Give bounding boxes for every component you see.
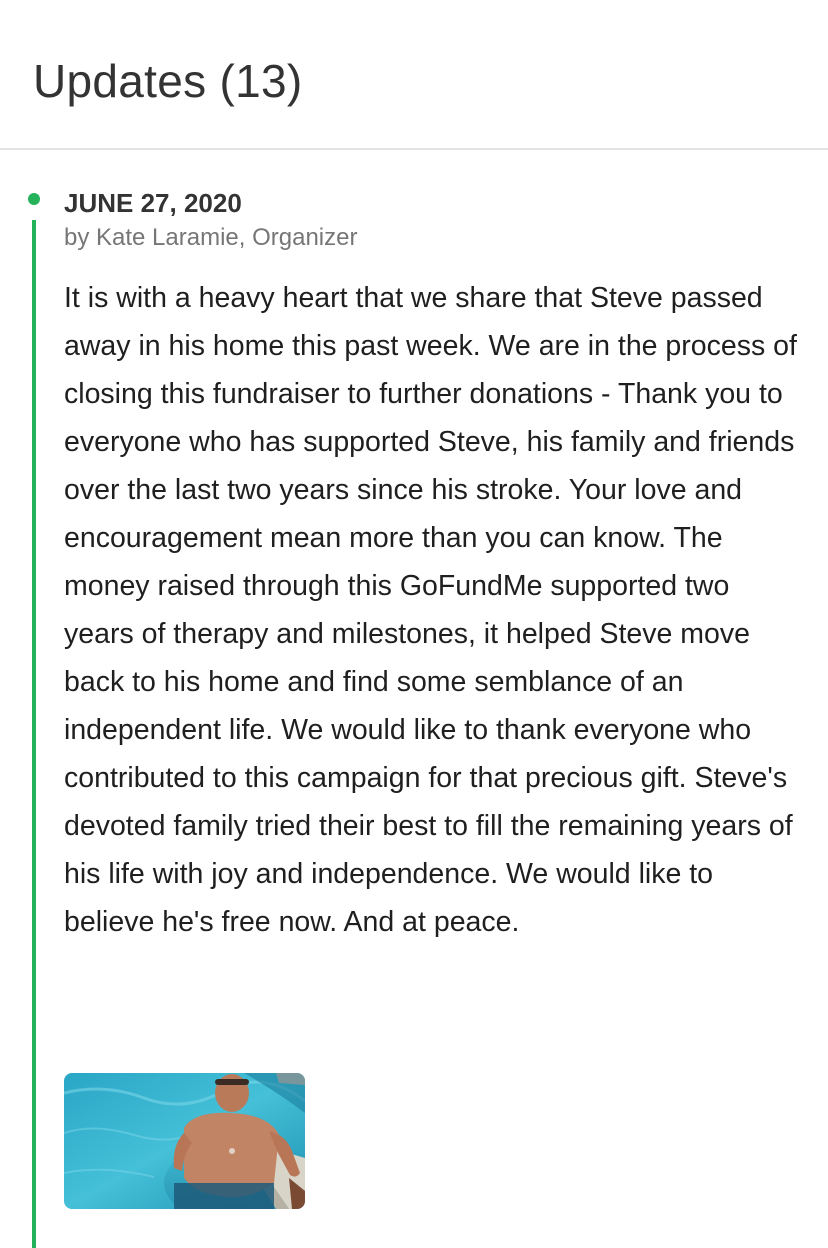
update-photo[interactable] xyxy=(64,1073,305,1209)
updates-header xyxy=(0,0,828,150)
photo-thumbnail-icon xyxy=(64,1073,305,1209)
timeline-line xyxy=(32,220,36,1248)
page-title: Updates (13) xyxy=(33,55,303,107)
update-body-text: It is with a heavy heart that we share that Steve passed away in his home this past week. We are in the process of closing this fundraiser to further donations - Thank you to everyone who has supported Steve, his family and friends over the last two years since his stroke. Your love and encouragement mean more than you can know. The money raised through this GoFundMe supported two years of therapy and milestones, it helped Steve move back to his home and find some semblance of an independent life. We would like to thank everyone who contributed to this campaign for that precious gift. Steve's devoted family tried their best to fill the remaining years of his life with joy and independence. We would like to believe he's free now. And at peace. xyxy=(64,282,797,938)
timeline-dot xyxy=(28,193,40,205)
update-date: JUNE 27, 2020 xyxy=(64,188,242,218)
update-author: by Kate Laramie, Organizer xyxy=(64,224,358,251)
